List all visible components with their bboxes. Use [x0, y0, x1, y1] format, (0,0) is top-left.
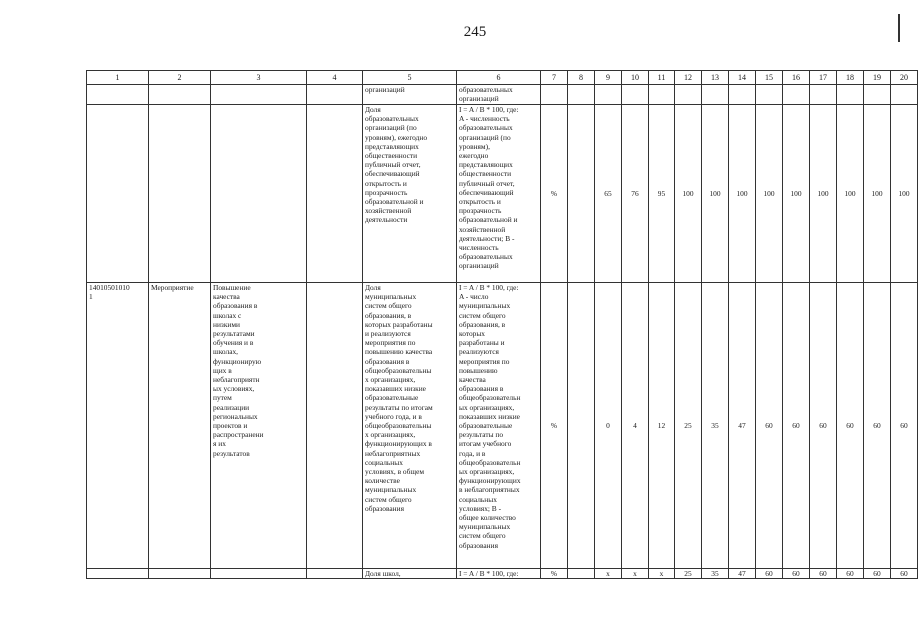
value-cell: 47: [729, 283, 756, 569]
value-cell: x: [649, 569, 675, 579]
value-cell: x: [622, 569, 649, 579]
column-number-row: [87, 71, 918, 85]
column-number: 4: [307, 71, 363, 85]
column-number: 19: [864, 71, 891, 85]
column-number: 5: [363, 71, 457, 85]
table-row: [87, 283, 918, 569]
value-cell: 100: [675, 105, 702, 283]
event-type: Мероприятие: [149, 283, 211, 569]
value-cell: 25: [675, 569, 702, 579]
column-number: 15: [756, 71, 783, 85]
value-cell: 100: [837, 105, 864, 283]
value-cell: 12: [649, 283, 675, 569]
column-number: 9: [595, 71, 622, 85]
value-cell: 60: [891, 569, 918, 579]
value-cell: 60: [783, 283, 810, 569]
table-row: [87, 85, 918, 105]
value-cell: 60: [864, 283, 891, 569]
value-cell: 35: [702, 569, 729, 579]
value-cell: 100: [864, 105, 891, 283]
value-cell: 35: [702, 283, 729, 569]
value-cell: 25: [675, 283, 702, 569]
value-cell: 100: [891, 105, 918, 283]
indicators-table: [86, 70, 918, 579]
column-number: 20: [891, 71, 918, 85]
column-number: 17: [810, 71, 837, 85]
unit-cell: %: [541, 105, 568, 283]
unit-cell: %: [541, 569, 568, 579]
value-cell: 60: [756, 283, 783, 569]
value-cell: x: [595, 569, 622, 579]
value-cell: 60: [810, 569, 837, 579]
value-cell: [568, 105, 595, 283]
value-cell: 76: [622, 105, 649, 283]
indicator-formula: I = A / B * 100, где: A - число муниципальных систем общего образования, в которых разработаны и реализуются мероприятия по повышению качества образования в общеобразовательн ых организациях, показавших низкие образовательные результаты по итогам учебного года, и в общеобразовательн ых организациях, функционирующих в неблагоприятных социальных условиях; B - общее количество муниципальных систем общего образования: [457, 283, 541, 569]
page-number: 245: [463, 24, 487, 40]
value-cell: 65: [595, 105, 622, 283]
value-cell: 60: [783, 569, 810, 579]
table-row: [87, 569, 918, 579]
value-cell: 60: [891, 283, 918, 569]
column-number: 2: [149, 71, 211, 85]
column-number: 14: [729, 71, 756, 85]
event-title: Повышение качества образования в школах с низкими результатами обучения и в школах, функционирую щих в неблагоприятн ых условиях, путем реализации региональных проектов и распространени я их результатов: [211, 283, 307, 569]
column-number: 12: [675, 71, 702, 85]
value-cell: 60: [837, 283, 864, 569]
value-cell: 4: [622, 283, 649, 569]
column-number: 6: [457, 71, 541, 85]
indicator-formula: I = A / B * 100, где: A - численность образовательных организаций (по уровням), ежегодно представляющих общественности публичный отчет, обеспечивающий открытость и прозрачность образовательной и хозяйственной деятельности; B - численность образовательных организаций: [457, 105, 541, 283]
value-cell: 95: [649, 105, 675, 283]
value-cell: 100: [729, 105, 756, 283]
column-number: 10: [622, 71, 649, 85]
value-cell: 100: [702, 105, 729, 283]
indicator-name: Доля образовательных организаций (по уровням), ежегодно представляющих общественности публичный отчет, обеспечивающий открытость и прозрачность образовательной и хозяйственной деятельности: [363, 105, 457, 283]
indicator-formula: I = A / B * 100, где:: [457, 569, 541, 579]
indicator-formula: образовательных организаций: [457, 85, 541, 105]
indicator-name: Доля школ,: [363, 569, 457, 579]
column-number: 13: [702, 71, 729, 85]
indicator-name: Доля муниципальных систем общего образования, в которых разработаны и реализуются мероприятия по повышению качества образования в общеобразовательны х организациях, показавших низкие образовательные результаты по итогам учебного года, и в общеобразовательны х организациях, функционирующих в неблагоприятных социальных условиях, в общем количестве муниципальных систем общего образования: [363, 283, 457, 569]
column-number: 7: [541, 71, 568, 85]
column-number: 11: [649, 71, 675, 85]
indicator-name: организаций: [363, 85, 457, 105]
value-cell: 0: [595, 283, 622, 569]
event-code: 14010501010 1: [87, 283, 149, 569]
column-number: 18: [837, 71, 864, 85]
column-number: 3: [211, 71, 307, 85]
value-cell: 100: [810, 105, 837, 283]
value-cell: [568, 283, 595, 569]
value-cell: 60: [810, 283, 837, 569]
column-number: 1: [87, 71, 149, 85]
table-row: [87, 105, 918, 283]
value-cell: 60: [837, 569, 864, 579]
value-cell: 60: [756, 569, 783, 579]
value-cell: [568, 569, 595, 579]
column-number: 8: [568, 71, 595, 85]
value-cell: 100: [783, 105, 810, 283]
column-number: 16: [783, 71, 810, 85]
page-edge-mark: [898, 14, 900, 42]
unit-cell: %: [541, 283, 568, 569]
value-cell: 47: [729, 569, 756, 579]
value-cell: 100: [756, 105, 783, 283]
value-cell: 60: [864, 569, 891, 579]
